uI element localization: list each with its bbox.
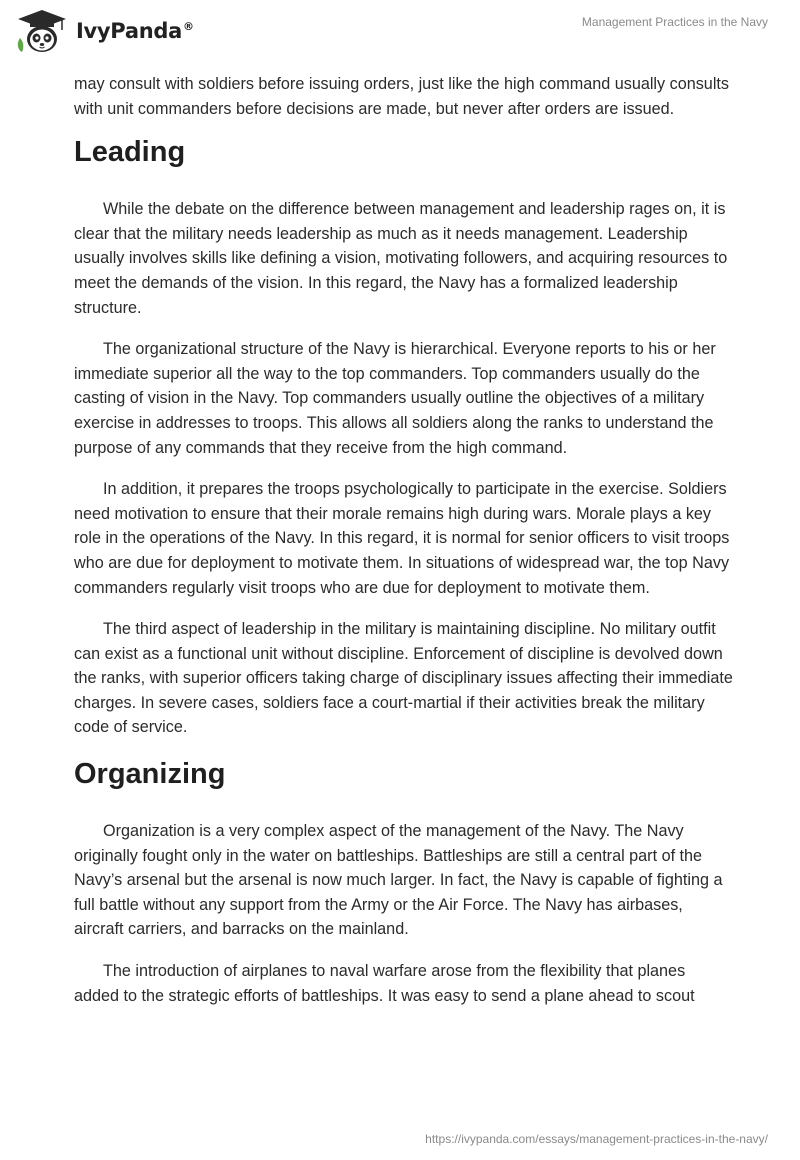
brand-name: IvyPanda® <box>76 19 194 43</box>
paragraph: Organization is a very complex aspect of the management of the Navy. The Navy originally fought only in the water on battleships. Battleships are still a central part of the Navy’s arsenal but the arsenal is now much larger. In fact, the Navy is capable of fighting a full battle without any support from the Army or the Air Force. The Navy has airbases, aircraft carriers, and barracks on the mainland. <box>74 822 723 939</box>
intro-paragraph-fragment: may consult with soldiers before issuing orders, just like the high command usually consults with unit commanders before decisions are made, but never after orders are issued. <box>74 75 730 118</box>
essay-content <box>74 72 734 1025</box>
page-header <box>0 0 800 60</box>
registered-mark: ® <box>182 20 194 33</box>
section-heading-leading: Leading <box>74 136 186 169</box>
paragraph: The third aspect of leadership in the military is maintaining discipline. No military outfit can exist as a functional unit without discipline. Enforcement of discipline is devolved down the ranks, with superior officers taking charge of disciplinary issues affecting their immediate charges. In severe cases, soldiers face a court-martial if their activities break the military code of service. <box>74 620 733 737</box>
page-title: Management Practices in the Navy <box>581 15 768 29</box>
section-heading-organizing: Organizing <box>74 758 226 791</box>
paragraph: The introduction of airplanes to naval warfare arose from the flexibility that planes added to the strategic efforts of battleships. It was easy to send a plane ahead to scout <box>74 962 695 1005</box>
paragraph: While the debate on the difference between management and leadership rages on, it is clear that the military needs leadership as much as it needs management. Leadership usually involves skills like defining a vision, motivating followers, and acquiring resources to meet the demands of the vision. In this regard, the Navy has a formalized leadership structure. <box>74 200 728 317</box>
paragraph: The organizational structure of the Navy is hierarchical. Everyone reports to his or her immediate superior all the way to the top commanders. Top commanders usually do the casting of vision in the Navy. Top commanders usually outline the objectives of a military exercise in addresses to troops. This allows all soldiers along the ranks to understand the purpose of any commands that they receive from the high command. <box>74 340 716 457</box>
source-url[interactable]: https://ivypanda.com/essays/management-practices-in-the-navy/ <box>425 1132 768 1146</box>
paragraph: In addition, it prepares the troops psychologically to participate in the exercise. Soldiers need motivation to ensure that their morale remains high during wars. Morale plays a key role in the operations of the Navy. In this regard, it is normal for senior officers to visit troops who are due for deployment to motivate them. In situations of widespread war, the top Navy commanders regularly visit troops who are due for deployment to motivate them. <box>74 480 730 597</box>
panda-graduate-icon <box>14 8 70 54</box>
ivypanda-logo[interactable] <box>14 8 194 54</box>
